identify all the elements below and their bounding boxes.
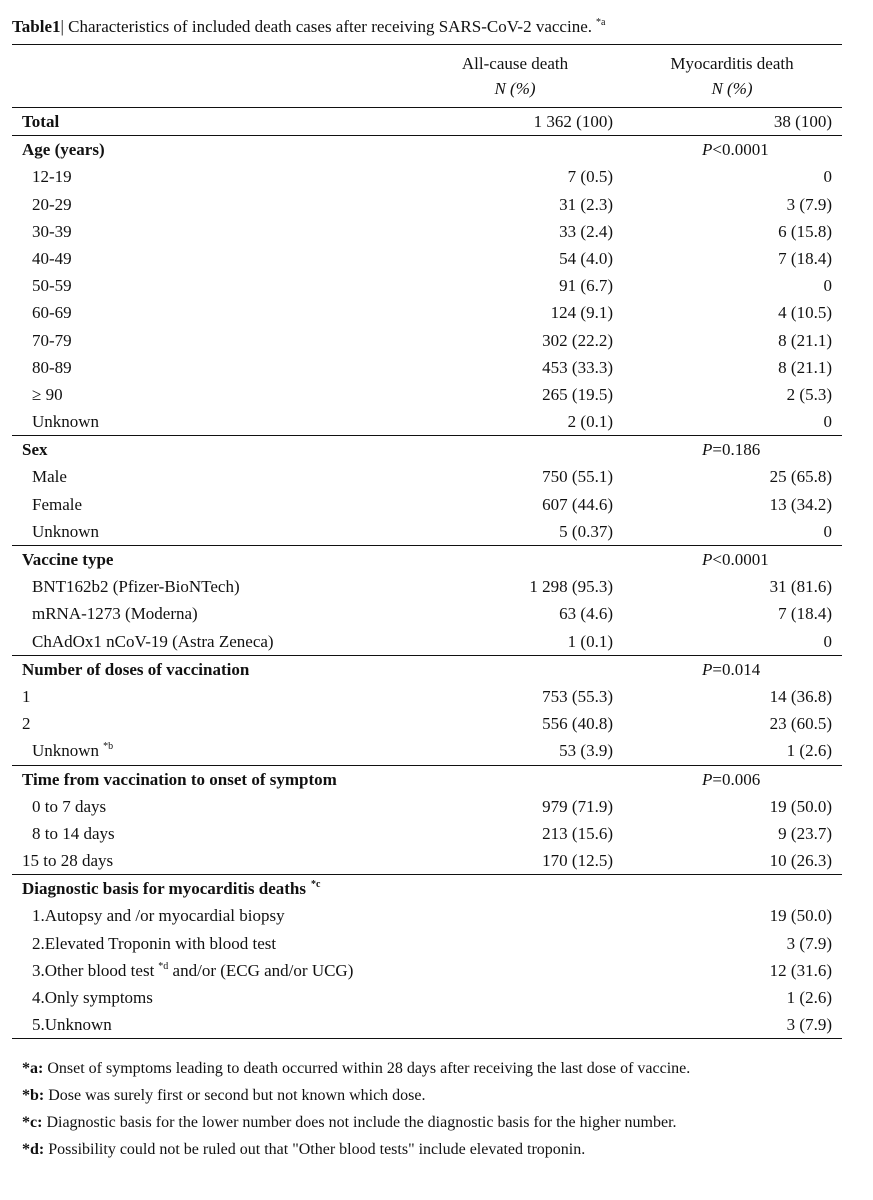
section-title: Age (years) xyxy=(22,140,105,160)
caption-footnote-mark: *a xyxy=(596,17,606,28)
table-row xyxy=(12,902,842,929)
table-row xyxy=(12,354,842,381)
myocarditis-value: 0 xyxy=(823,631,832,651)
table-row xyxy=(12,381,842,408)
myocarditis-value: 9 (23.7) xyxy=(778,823,832,843)
row-label-text: BNT162b2 (Pfizer-BioNTech) xyxy=(32,577,240,597)
row-label-text: Unknown xyxy=(32,741,100,761)
row-label xyxy=(32,381,63,408)
p-symbol: P xyxy=(702,440,713,460)
row-label xyxy=(32,573,240,600)
table-row xyxy=(12,710,842,737)
table-row xyxy=(12,299,842,326)
table-row xyxy=(12,245,842,272)
row-label-text: 60-69 xyxy=(32,303,72,323)
myocarditis-value: 0 xyxy=(823,167,832,187)
p-value-text: =0.006 xyxy=(712,769,761,789)
footnote-key: *c: xyxy=(22,1114,43,1132)
all-cause-value: 750 (55.1) xyxy=(542,467,613,487)
footnote-text: Possibility could not be ruled out that "Other blood tests" include elevated troponin. xyxy=(44,1141,586,1159)
all-cause-value: 53 (3.9) xyxy=(559,741,613,761)
row-label xyxy=(32,628,274,655)
row-label-text: 1.Autopsy and /or myocardial biopsy xyxy=(32,906,285,926)
section-header xyxy=(12,656,842,683)
row-label xyxy=(32,930,276,957)
section-title-wrap xyxy=(22,436,48,463)
all-cause-value: 979 (71.9) xyxy=(542,796,613,816)
myocarditis-value: 1 (2.6) xyxy=(786,988,832,1007)
row-label-text: 3.Other blood test xyxy=(32,960,155,980)
all-cause-value: 170 (12.5) xyxy=(542,851,613,871)
myocarditis-value: 3 (7.9) xyxy=(786,1015,832,1035)
footnote xyxy=(12,1055,842,1082)
all-cause-value: 753 (55.3) xyxy=(542,686,613,706)
table-row xyxy=(12,737,842,764)
row-label-text: 8 to 14 days xyxy=(32,823,115,843)
row-label xyxy=(32,820,115,847)
myocarditis-value: 10 (26.3) xyxy=(769,851,832,871)
row-label-text: 20-29 xyxy=(32,194,72,214)
row-label xyxy=(32,793,106,820)
all-cause-value: 265 (19.5) xyxy=(542,384,613,404)
all-cause-value: 63 (4.6) xyxy=(559,604,613,624)
myocarditis-value: 2 (5.3) xyxy=(786,384,832,404)
row-label-text: 2.Elevated Troponin with blood test xyxy=(32,933,277,953)
row-label-text: Male xyxy=(32,467,67,487)
table-row xyxy=(12,408,842,435)
myocarditis-value: 7 (18.4) xyxy=(778,604,832,624)
row-label xyxy=(32,600,198,627)
all-cause-value: 453 (33.3) xyxy=(542,357,613,377)
row-label-text: ChAdOx1 nCoV-19 (Astra Zeneca) xyxy=(32,631,274,651)
footnote-text: Onset of symptoms leading to death occurred within 28 days after receiving the last dose of vaccine. xyxy=(43,1060,691,1078)
row-label xyxy=(32,272,72,299)
myocarditis-value: 19 (50.0) xyxy=(769,796,832,816)
p-value-text: <0.0001 xyxy=(712,140,769,160)
row-label xyxy=(32,408,99,435)
row-label-text: 5.Unknown xyxy=(32,1015,112,1035)
row-label-text: 15 to 28 days xyxy=(22,851,114,871)
row-label xyxy=(32,902,285,929)
table-page xyxy=(12,10,842,1163)
section-title-wrap xyxy=(22,875,320,902)
section-header xyxy=(12,436,842,463)
p-value xyxy=(702,136,769,163)
total-row xyxy=(12,108,842,135)
myocarditis-value: 4 (10.5) xyxy=(778,303,832,323)
section-title-wrap xyxy=(22,546,113,573)
footnote-mark: *b xyxy=(103,741,114,753)
table-row xyxy=(12,272,842,299)
all-cause-value: 1 298 (95.3) xyxy=(529,577,613,597)
row-label xyxy=(22,710,31,737)
col-all-cause-header xyxy=(435,51,595,101)
row-label xyxy=(22,847,113,874)
all-cause-value: 556 (40.8) xyxy=(542,714,613,734)
total-myocarditis: 38 (100) xyxy=(773,112,832,131)
footnote-key: *a: xyxy=(22,1060,44,1078)
myocarditis-value: 19 (50.0) xyxy=(769,906,832,926)
all-cause-value: 33 (2.4) xyxy=(559,221,613,241)
all-cause-value: 124 (9.1) xyxy=(550,303,613,323)
row-label xyxy=(32,299,72,326)
row-label-text: ≥ 90 xyxy=(32,384,63,404)
row-label-text: 30-39 xyxy=(32,221,72,241)
myocarditis-value: 8 (21.1) xyxy=(778,330,832,350)
p-symbol: P xyxy=(702,659,713,679)
section-title: Number of doses of vaccination xyxy=(22,659,250,679)
myocarditis-value: 25 (65.8) xyxy=(769,467,832,487)
footnotes xyxy=(12,1055,842,1163)
table-row xyxy=(12,573,842,600)
row-label-text: 80-89 xyxy=(32,357,72,377)
row-label xyxy=(32,245,72,272)
footnote-mark: *d xyxy=(158,960,169,972)
section-title: Sex xyxy=(22,440,48,460)
p-symbol: P xyxy=(702,140,713,160)
myocarditis-value: 3 (7.9) xyxy=(786,194,832,214)
row-label xyxy=(32,491,82,518)
myocarditis-value: 8 (21.1) xyxy=(778,357,832,377)
all-cause-value: 7 (0.5) xyxy=(567,167,613,187)
row-label xyxy=(32,463,67,490)
row-label-text: Unknown xyxy=(32,412,100,432)
table-row xyxy=(12,600,842,627)
row-label-text: 12-19 xyxy=(32,167,72,187)
table-row xyxy=(12,628,842,655)
myocarditis-value: 0 xyxy=(823,276,832,296)
myocarditis-value: 13 (34.2) xyxy=(769,494,832,514)
row-label xyxy=(32,354,72,381)
p-value xyxy=(702,656,760,683)
row-label-text: 40-49 xyxy=(32,248,72,268)
section-header xyxy=(12,136,842,163)
section-header xyxy=(12,546,842,573)
all-cause-value: 54 (4.0) xyxy=(559,248,613,268)
all-cause-value: 607 (44.6) xyxy=(542,494,613,514)
row-label xyxy=(32,191,72,218)
row-label xyxy=(32,1011,112,1038)
footnote-text: Diagnostic basis for the lower number does not include the diagnostic basis for the higher number. xyxy=(42,1114,677,1132)
all-cause-value: 302 (22.2) xyxy=(542,330,613,350)
myocarditis-value: 0 xyxy=(823,521,832,541)
table-row xyxy=(12,327,842,354)
table-row xyxy=(12,463,842,490)
table-row xyxy=(12,793,842,820)
row-label-suffix: and/or (ECG and/or UCG) xyxy=(168,960,354,980)
footnote-key: *d: xyxy=(22,1141,45,1159)
section-title: Diagnostic basis for myocarditis deaths xyxy=(22,879,306,899)
table-row xyxy=(12,820,842,847)
row-label-text: 70-79 xyxy=(32,330,72,350)
table-row xyxy=(12,683,842,710)
row-label xyxy=(22,683,31,710)
caption-text: | Characteristics of included death cases after receiving SARS-CoV-2 vaccine. xyxy=(60,17,592,36)
p-value xyxy=(702,436,760,463)
col-all-cause-unit: N (%) xyxy=(494,79,536,98)
myocarditis-value: 1 (2.6) xyxy=(786,741,832,761)
section-title: Time from vaccination to onset of symptom xyxy=(22,769,337,789)
row-label-text: Unknown xyxy=(32,521,100,541)
p-symbol: P xyxy=(702,769,713,789)
section-header xyxy=(12,766,842,793)
footnote-text: Dose was surely first or second but not known which dose. xyxy=(44,1087,426,1105)
col-myocarditis-unit: N (%) xyxy=(711,79,753,98)
row-label xyxy=(32,327,72,354)
p-symbol: P xyxy=(702,550,713,569)
myocarditis-value: 12 (31.6) xyxy=(769,960,832,980)
table-row xyxy=(12,984,842,1011)
myocarditis-value: 3 (7.9) xyxy=(786,933,832,953)
table-body xyxy=(12,135,842,1038)
table-caption xyxy=(12,10,842,44)
section-title: Vaccine type xyxy=(22,550,114,569)
p-value-text: <0.0001 xyxy=(712,550,769,569)
row-label-text: 50-59 xyxy=(32,276,72,296)
table-row xyxy=(12,191,842,218)
myocarditis-value: 6 (15.8) xyxy=(778,221,832,241)
total-label: Total xyxy=(22,112,60,131)
p-value-text: =0.014 xyxy=(712,659,761,679)
p-value xyxy=(702,546,769,573)
footnote xyxy=(12,1136,842,1163)
section-title-wrap xyxy=(22,136,105,163)
p-value-text: =0.186 xyxy=(712,440,761,460)
row-label xyxy=(32,737,113,764)
row-label-text: mRNA-1273 (Moderna) xyxy=(32,604,198,624)
section-header xyxy=(12,875,842,902)
col-all-cause-title: All-cause death xyxy=(461,54,569,73)
table-row xyxy=(12,847,842,874)
caption-label: Table1 xyxy=(12,17,61,36)
all-cause-value: 91 (6.7) xyxy=(559,276,613,296)
myocarditis-value: 14 (36.8) xyxy=(769,686,832,706)
col-myocarditis-title: Myocarditis death xyxy=(670,54,794,73)
all-cause-value: 2 (0.1) xyxy=(567,412,613,432)
myocarditis-value: 31 (81.6) xyxy=(769,577,832,597)
p-value xyxy=(702,766,760,793)
footnote xyxy=(12,1082,842,1109)
myocarditis-value: 7 (18.4) xyxy=(778,248,832,268)
bottom-rule xyxy=(12,1038,842,1039)
table-row xyxy=(12,218,842,245)
all-cause-value: 5 (0.37) xyxy=(559,521,613,541)
row-label-text: 0 to 7 days xyxy=(32,796,107,816)
all-cause-value: 31 (2.3) xyxy=(559,194,613,214)
myocarditis-value: 0 xyxy=(823,412,832,432)
all-cause-value: 213 (15.6) xyxy=(542,823,613,843)
myocarditis-value: 23 (60.5) xyxy=(769,714,832,734)
total-all-cause: 1 362 (100) xyxy=(533,112,613,131)
section-title-wrap xyxy=(22,656,249,683)
footnote-key: *b: xyxy=(22,1087,45,1105)
table-row xyxy=(12,957,842,984)
row-label-text: Female xyxy=(32,494,83,514)
footnote xyxy=(12,1109,842,1136)
table-row xyxy=(12,518,842,545)
row-label xyxy=(32,957,353,984)
all-cause-value: 1 (0.1) xyxy=(567,631,613,651)
table-row xyxy=(12,163,842,190)
section-title-wrap xyxy=(22,766,337,793)
row-label-text: 1 xyxy=(22,686,31,706)
table-row xyxy=(12,930,842,957)
footnote-mark: *c xyxy=(310,879,321,891)
table-row xyxy=(12,1011,842,1038)
column-header xyxy=(12,45,842,107)
table-row xyxy=(12,491,842,518)
row-label-text: 4.Only symptoms xyxy=(32,988,153,1007)
row-label xyxy=(32,518,99,545)
row-label xyxy=(32,218,72,245)
row-label-text: 2 xyxy=(22,714,31,734)
row-label xyxy=(32,984,153,1011)
col-myocarditis-header xyxy=(642,51,822,101)
row-label xyxy=(32,163,72,190)
